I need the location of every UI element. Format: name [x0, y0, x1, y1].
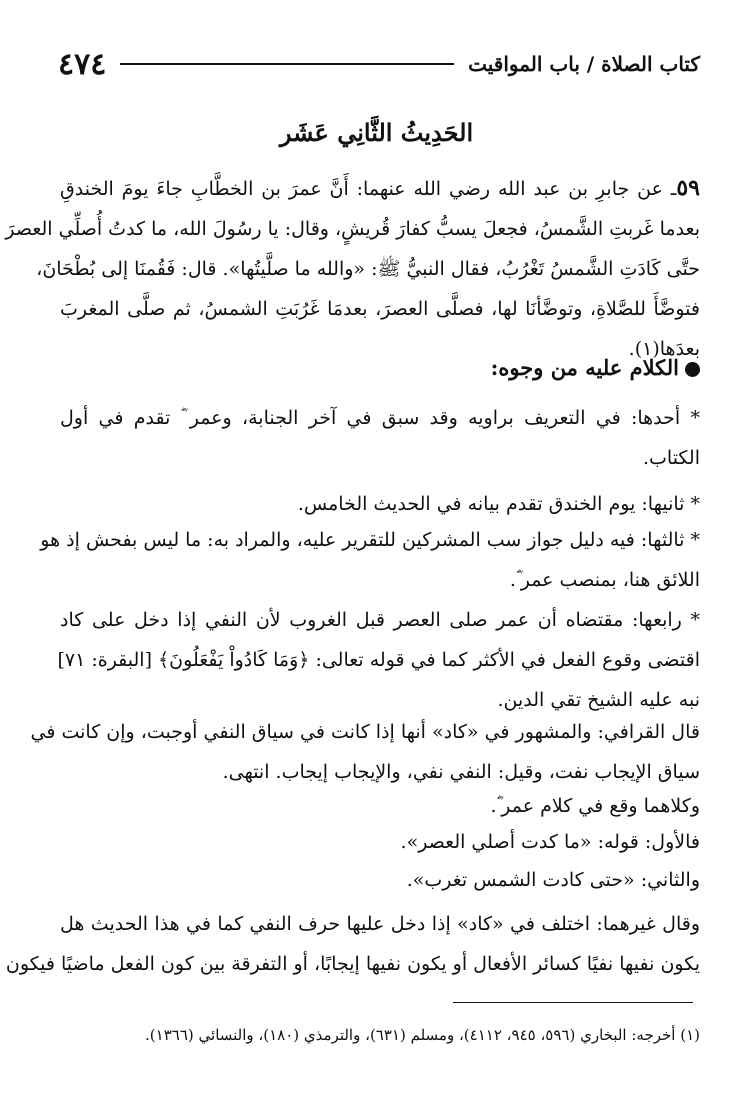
header-rule — [120, 63, 454, 65]
others-said — [5, 904, 700, 984]
paragraph-line: * ثالثها: فيه دليل جواز سب المشركين للتقرير عليه، والمراد به: ما ليس بفحش إذ هو — [40, 529, 700, 551]
hadith-line-5: بعدَها(١). — [628, 338, 700, 360]
page-header — [58, 44, 700, 84]
paragraph-line: اقتضى وقوع الفعل في الأكثر كما في قوله تعالى: ﴿وَمَا كَادُواْ يَفْعَلُونَ﴾ [البقرة: ٧١] — [57, 649, 700, 671]
paragraph-line: سياق الإيجاب نفت، وقيل: النفي نفي، والإيجاب إيجاب. انتهى. — [222, 761, 700, 783]
hadith-number: ٥٩ — [676, 175, 700, 201]
paragraph-line: الكتاب. — [642, 447, 700, 469]
hadith-heading: الحَدِيثُ الثَّانِي عَشَر — [279, 118, 474, 147]
qarafi-quote — [30, 712, 700, 792]
commentary-point-2 — [60, 484, 700, 524]
paragraph-line: فالأول: قوله: «ما كدت أصلي العصر». — [400, 831, 700, 853]
commentary-point-1 — [60, 398, 700, 478]
first-case — [60, 822, 700, 862]
paragraph-line: وكلاهما وقع في كلام عمر ؓ. — [490, 795, 700, 817]
running-title: كتاب الصلاة / باب المواقيت — [468, 52, 700, 76]
hadith-line-1: ٥٩ـ عن جابرِ بن عبد الله رضي الله عنهما: أَنَّ عمرَ بن الخطَّابِ جاءَ يومَ الخندقِ — [60, 175, 700, 201]
hadith-text — [5, 168, 700, 369]
footnote: (١) أخرجه: البخاري (٥٩٦، ٩٤٥، ٤١١٢)، ومسلم (٦٣١)، والترمذي (١٨٠)، والنسائي (١٣٦٦). — [145, 1026, 700, 1044]
footnote-divider — [453, 1002, 693, 1003]
bullet-dot-icon — [685, 362, 700, 377]
hadith-line-4: فتوضَّأَ للصَّلاةِ، وتوضَّأنَا لها، فصلَّى العصرَ، بعدمَا غَرُبَتِ الشمسُ، ثم صلَّى المغربَ — [60, 298, 700, 320]
paragraph-line: نبه عليه الشيخ تقي الدين. — [497, 689, 700, 711]
paragraph-line: والثاني: «حتى كادت الشمس تغرب». — [406, 869, 700, 891]
both-occurred — [60, 786, 700, 826]
paragraph-line: * ثانيها: يوم الخندق تقدم بيانه في الحديث الخامس. — [297, 493, 700, 515]
second-case — [60, 860, 700, 900]
commentary-point-3 — [40, 520, 700, 600]
paragraph-line: قال القرافي: والمشهور في «كاد» أنها إذا كانت في سياق النفي أوجبت، وإن كانت في — [30, 721, 700, 743]
commentary-point-4 — [57, 600, 700, 720]
hadith-line-2: بعدما غَربتِ الشَّمسُ، فجعلَ يسبُّ كفارَ قُريشٍ، وقال: يا رسُولَ الله، ما كدتُ أُصلِّي العصرَ — [5, 218, 700, 240]
paragraph-line: وقال غيرهما: اختلف في «كاد» إذا دخل عليها حرف النفي كما في هذا الحديث هل — [60, 913, 700, 935]
paragraph-line: * رابعها: مقتضاه أن عمر صلى العصر قبل الغروب لأن النفي إذا دخل على كاد — [60, 609, 700, 631]
paragraph-line: * أحدها: في التعريف براويه وقد سبق في آخر الجنابة، وعمر ؓ تقدم في أول — [60, 407, 700, 429]
section-heading: الكلام عليه من وجوه: — [60, 348, 700, 388]
hadith-line-3: حتَّى كَادَتِ الشَّمسُ تَغْرُبُ، فقال النبيُّ ﷺ: «والله ما صلَّيتُها». قال: فَقُمنَا إلى بُطْحَانَ، — [36, 258, 700, 280]
paragraph-line: اللائق هنا، بمنصب عمر ؓ. — [509, 569, 700, 591]
paragraph-line: يكون نفيها نفيًا كسائر الأفعال أو يكون نفيها إيجابًا، أو التفرقة بين كون الفعل ماضيًا فيكون — [5, 953, 700, 975]
page-number: ٤٧٤ — [58, 46, 107, 82]
